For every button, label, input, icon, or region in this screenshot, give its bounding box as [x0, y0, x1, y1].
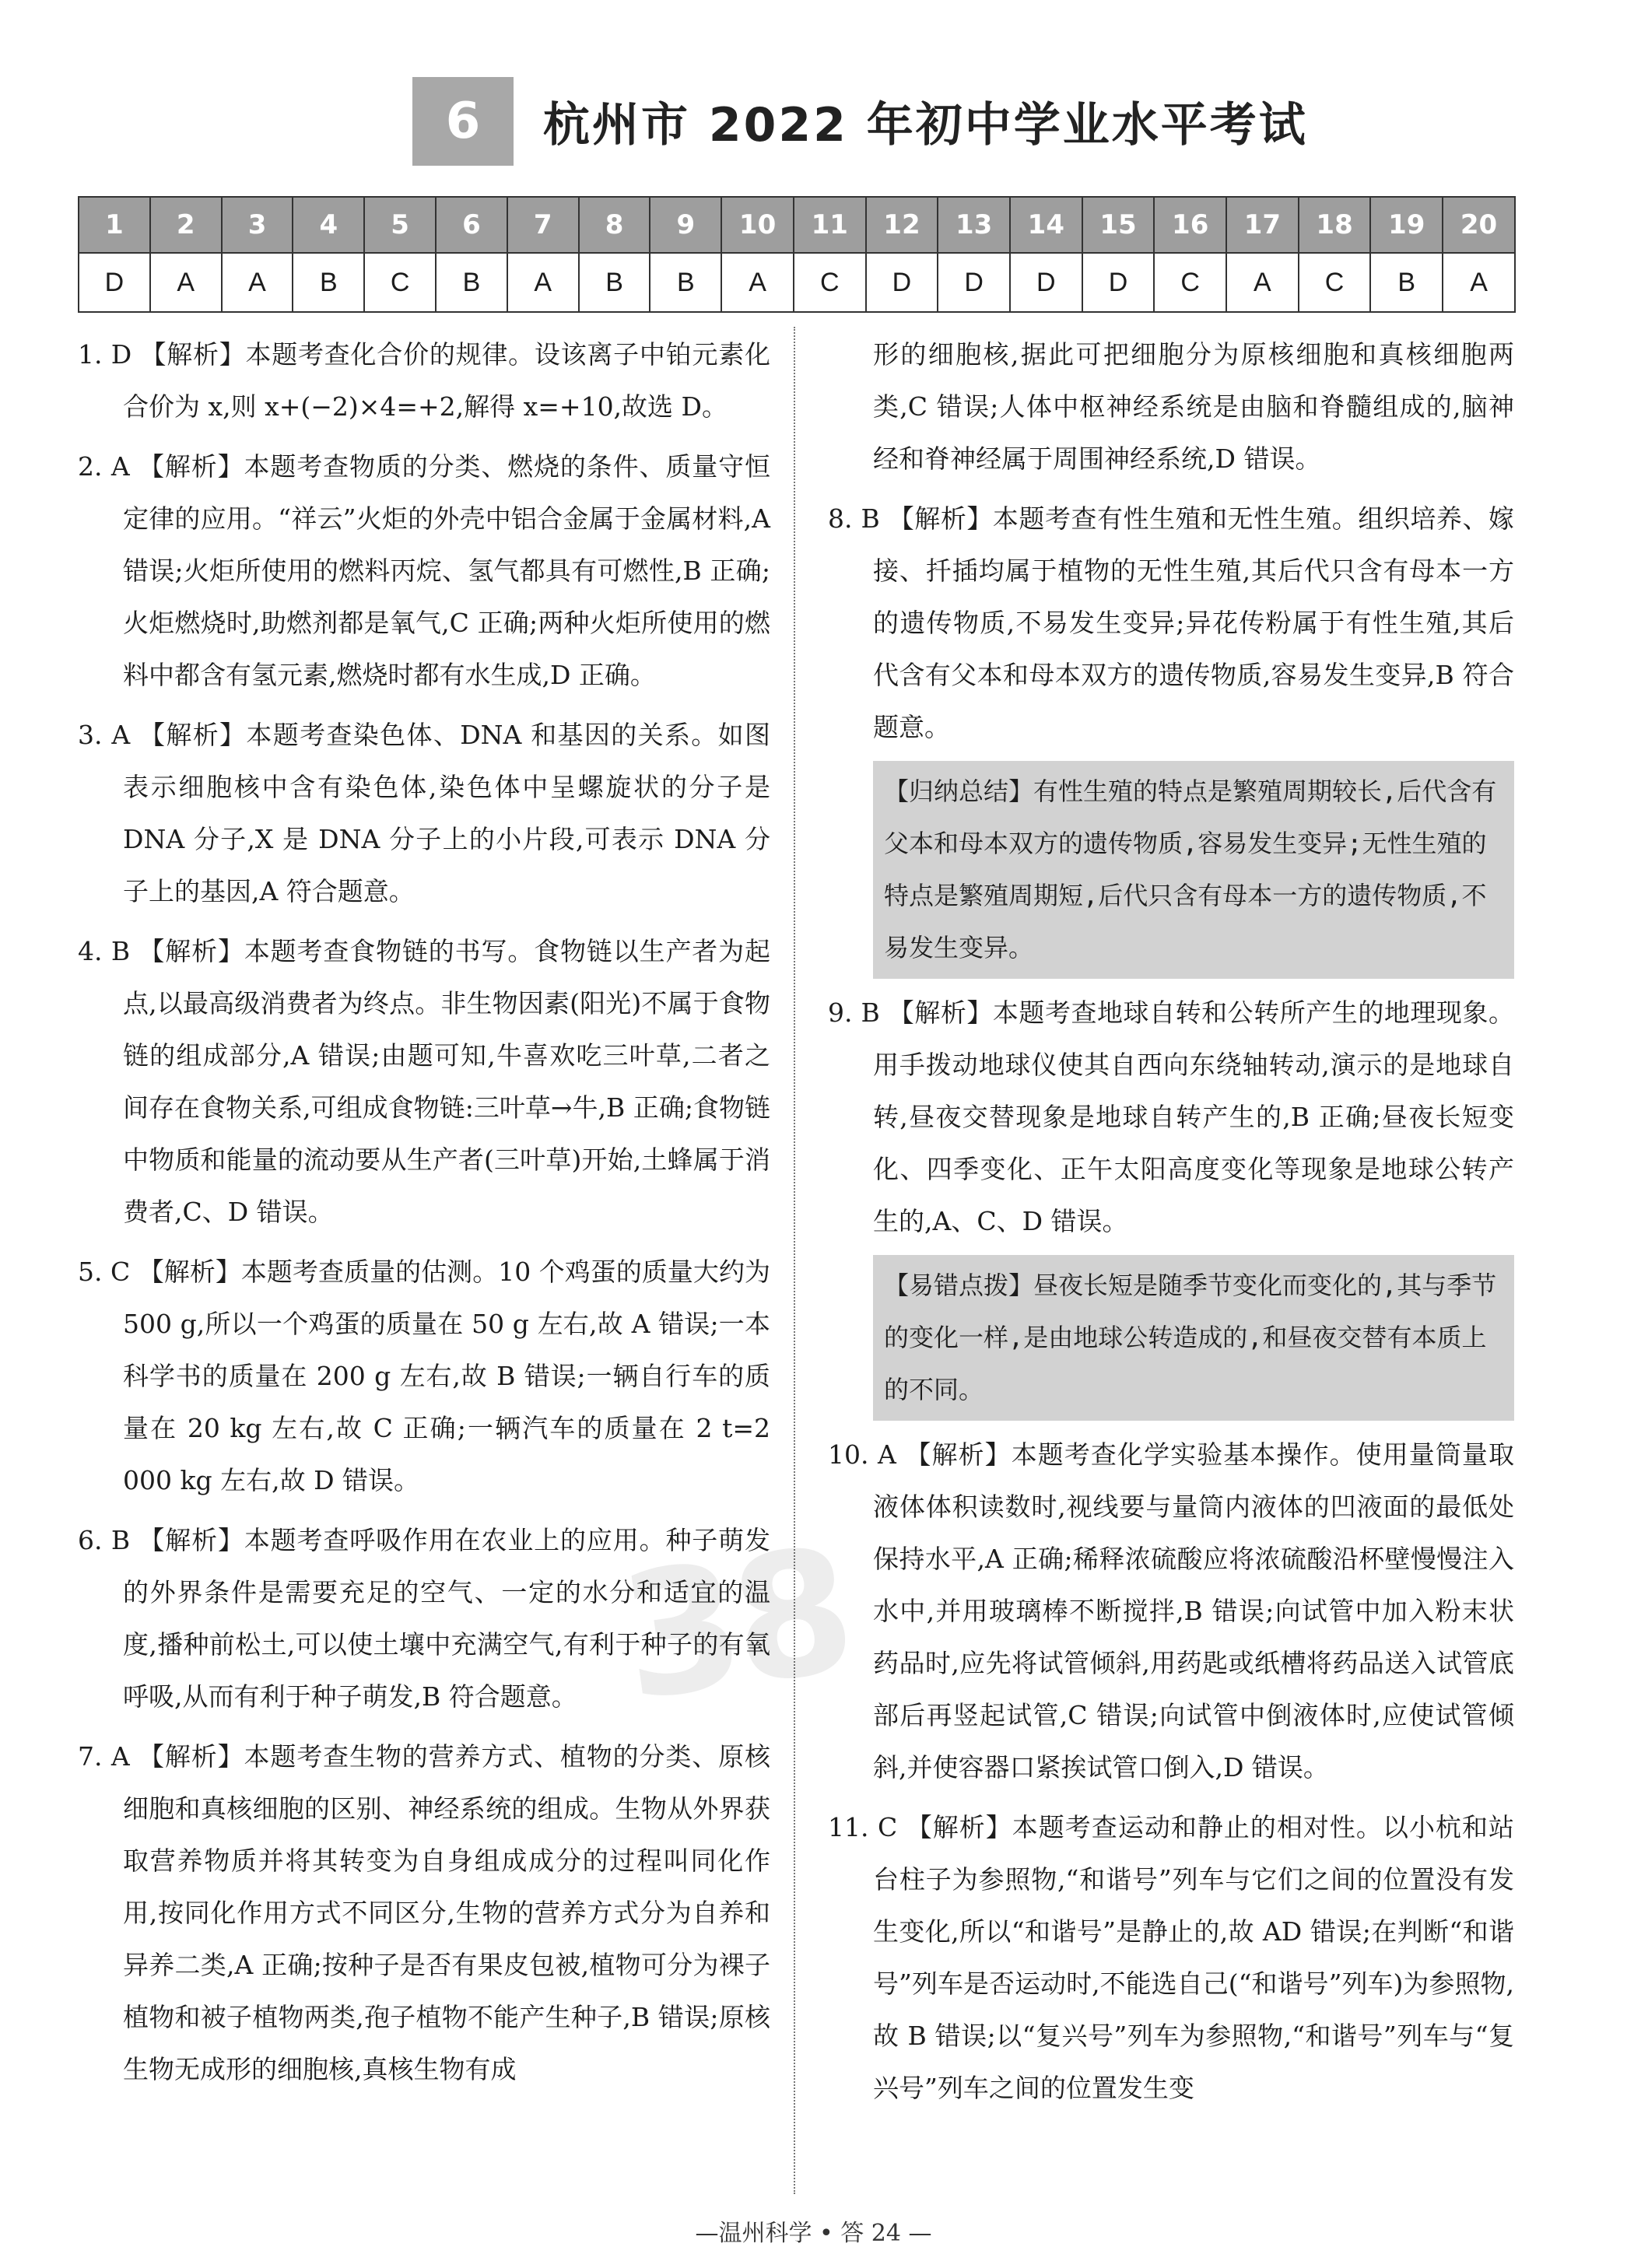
explanation-7-continued: 形的细胞核,据此可把细胞分为原核细胞和真核细胞两类,C 错误;人体中枢神经系统是由脑和脊髓组成的,脑神经和脊神经属于周围神经系统,D 错误。 — [873, 339, 1514, 474]
column-divider — [794, 327, 795, 2194]
q-number: 1 — [79, 197, 150, 253]
answer-letter: C — [794, 253, 866, 312]
answer-number-row — [79, 197, 1515, 253]
explanation-4: 4. B 【解析】本题考查食物链的书写。食物链以生产者为起点,以最高级消费者为终点。非生物因素(阳光)不属于食物链的组成部分,A 错误;由题可知,牛喜欢吃三叶草,二者之间存在食物关系,可组成食物链:三叶草→牛,B 正确;食物链中物质和能量的流动要从生产者(三叶草)开始,土蜂属于消费者,C、D 错误。 — [78, 936, 770, 1227]
q-number: 9 — [650, 197, 721, 253]
answer-letter: B — [436, 253, 507, 312]
explanation-10: 10. A 【解析】本题考查化学实验基本操作。使用量筒量取液体体积读数时,视线要与量筒内液体的凹液面的最低处保持水平,A 正确;稀释浓硫酸应将浓硫酸沿杯壁慢慢注入水中,并用玻璃棒不断搅拌,B 错误;向试管中加入粉末状药品时,应先将试管倾斜,用药匙或纸槽将药品送入试管底部后再竖起试管,C 错误;向试管中倒液体时,应使试管倾斜,并使容器口紧挨试管口倒入,D 错误。 — [828, 1439, 1514, 1783]
answer-letter: B — [579, 253, 650, 312]
q-number: 2 — [150, 197, 222, 253]
explanation-1: 1. D 【解析】本题考查化合价的规律。设该离子中铂元素化合价为 x,则 x+(−2)×4=+2,解得 x=+10,故选 D。 — [78, 339, 770, 422]
paper-number-badge: 6 — [412, 77, 514, 166]
explanation-6: 6. B 【解析】本题考查呼吸作用在农业上的应用。种子萌发的外界条件是需要充足的空气、一定的水分和适宜的温度,播种前松土,可以使土壤中充满空气,有利于种子的有氧呼吸,从而有利于种子萌发,B 符合题意。 — [78, 1525, 770, 1712]
page-title: 杭州市 2022 年初中学业水平考试 — [543, 98, 1308, 152]
right-column — [828, 328, 1514, 2122]
q-number: 7 — [507, 197, 579, 253]
q-number: 16 — [1154, 197, 1226, 253]
q-number: 6 — [436, 197, 507, 253]
q-number: 17 — [1226, 197, 1299, 253]
answer-letter: B — [1370, 253, 1443, 312]
answer-letter: C — [364, 253, 436, 312]
summary-note-box: 【归纳总结】有性生殖的特点是繁殖周期较长,后代含有父本和母本双方的遗传物质,容易发生变异;无性生殖的特点是繁殖周期短,后代只含有母本一方的遗传物质,不易发生变异。 — [873, 761, 1514, 979]
q-number: 4 — [293, 197, 364, 253]
answer-letter-row — [79, 253, 1515, 312]
answer-letter: D — [79, 253, 150, 312]
answer-letter: C — [1154, 253, 1226, 312]
answer-letter: A — [507, 253, 579, 312]
explanation-3: 3. A 【解析】本题考查染色体、DNA 和基因的关系。如图表示细胞核中含有染色体,染色体中呈螺旋状的分子是 DNA 分子,X 是 DNA 分子上的小片段,可表示 DNA 分子上的基因,A 符合题意。 — [78, 720, 770, 906]
q-number: 10 — [721, 197, 794, 253]
explanation-11: 11. C 【解析】本题考查运动和静止的相对性。以小杭和站台柱子为参照物,“和谐号”列车与它们之间的位置没有发生变化,所以“和谐号”是静止的,故 AD 错误;在判断“和谐号”列车是否运动时,不能选自己(“和谐号”列车)为参照物,故 B 错误;以“复兴号”列车为参照物,“和谐号”列车与“复兴号”列车之间的位置发生变 — [828, 1812, 1514, 2103]
answer-letter: A — [721, 253, 794, 312]
explanation-7: 7. A 【解析】本题考查生物的营养方式、植物的分类、原核细胞和真核细胞的区别、神经系统的组成。生物从外界获取营养物质并将其转变为自身组成成分的过程叫同化作用,按同化作用方式不同区分,生物的营养方式分为自养和异养二类,A 正确;按种子是否有果皮包被,植物可分为裸子植物和被子植物两类,孢子植物不能产生种子,B 错误;原核生物无成形的细胞核,真核生物有成 — [78, 1741, 770, 2084]
answer-letter: B — [650, 253, 721, 312]
answer-letter: D — [1010, 253, 1082, 312]
answer-letter: A — [150, 253, 222, 312]
answer-letter: D — [938, 253, 1010, 312]
watermark-logo: 38 — [609, 1510, 858, 1739]
q-number: 14 — [1010, 197, 1082, 253]
q-number: 18 — [1299, 197, 1371, 253]
page-header — [412, 75, 1308, 168]
error-tip-box: 【易错点拨】昼夜长短是随季节变化而变化的,其与季节的变化一样,是由地球公转造成的,和昼夜交替有本质上的不同。 — [873, 1255, 1514, 1421]
answer-letter: B — [293, 253, 364, 312]
explanation-5: 5. C 【解析】本题考查质量的估测。10 个鸡蛋的质量大约为 500 g,所以一个鸡蛋的质量在 50 g 左右,故 A 错误;一本科学书的质量在 200 g 左右,故 B 错误;一辆自行车的质量在 20 kg 左右,故 C 正确;一辆汽车的质量在 2 t=2 000 kg 左右,故 D 错误。 — [78, 1257, 770, 1495]
q-number: 11 — [794, 197, 866, 253]
q-number: 13 — [938, 197, 1010, 253]
answer-letter: A — [1226, 253, 1299, 312]
page-footer: —温州科学 • 答 24 — — [695, 2220, 932, 2247]
q-number: 20 — [1443, 197, 1515, 253]
answer-letter: A — [222, 253, 293, 312]
answer-letter: C — [1299, 253, 1371, 312]
explanation-2: 2. A 【解析】本题考查物质的分类、燃烧的条件、质量守恒定律的应用。“祥云”火炬的外壳中铝合金属于金属材料,A 错误;火炬所使用的燃料丙烷、氢气都具有可燃性,B 正确;火炬燃烧时,助燃剂都是氧气,C 正确;两种火炬所使用的燃料中都含有氢元素,燃烧时都有水生成,D 正确。 — [78, 451, 770, 690]
answer-table — [78, 196, 1516, 313]
left-column — [78, 328, 770, 2103]
q-number: 12 — [866, 197, 938, 253]
answer-letter: D — [866, 253, 938, 312]
q-number: 19 — [1370, 197, 1443, 253]
q-number: 15 — [1082, 197, 1155, 253]
explanation-9: 9. B 【解析】本题考查地球自转和公转所产生的地理现象。用手拨动地球仪使其自西向东绕轴转动,演示的是地球自转,昼夜交替现象是地球自转产生的,B 正确;昼夜长短变化、四季变化、正午太阳高度变化等现象是地球公转产生的,A、C、D 错误。 — [828, 997, 1514, 1236]
q-number: 8 — [579, 197, 650, 253]
q-number: 5 — [364, 197, 436, 253]
answer-letter: A — [1443, 253, 1515, 312]
q-number: 3 — [222, 197, 293, 253]
answer-letter: D — [1082, 253, 1155, 312]
explanation-8: 8. B 【解析】本题考查有性生殖和无性生殖。组织培养、嫁接、扦插均属于植物的无性生殖,其后代只含有母本一方的遗传物质,不易发生变异;异花传粉属于有性生殖,其后代含有父本和母本双方的遗传物质,容易发生变异,B 符合题意。 — [828, 503, 1514, 742]
